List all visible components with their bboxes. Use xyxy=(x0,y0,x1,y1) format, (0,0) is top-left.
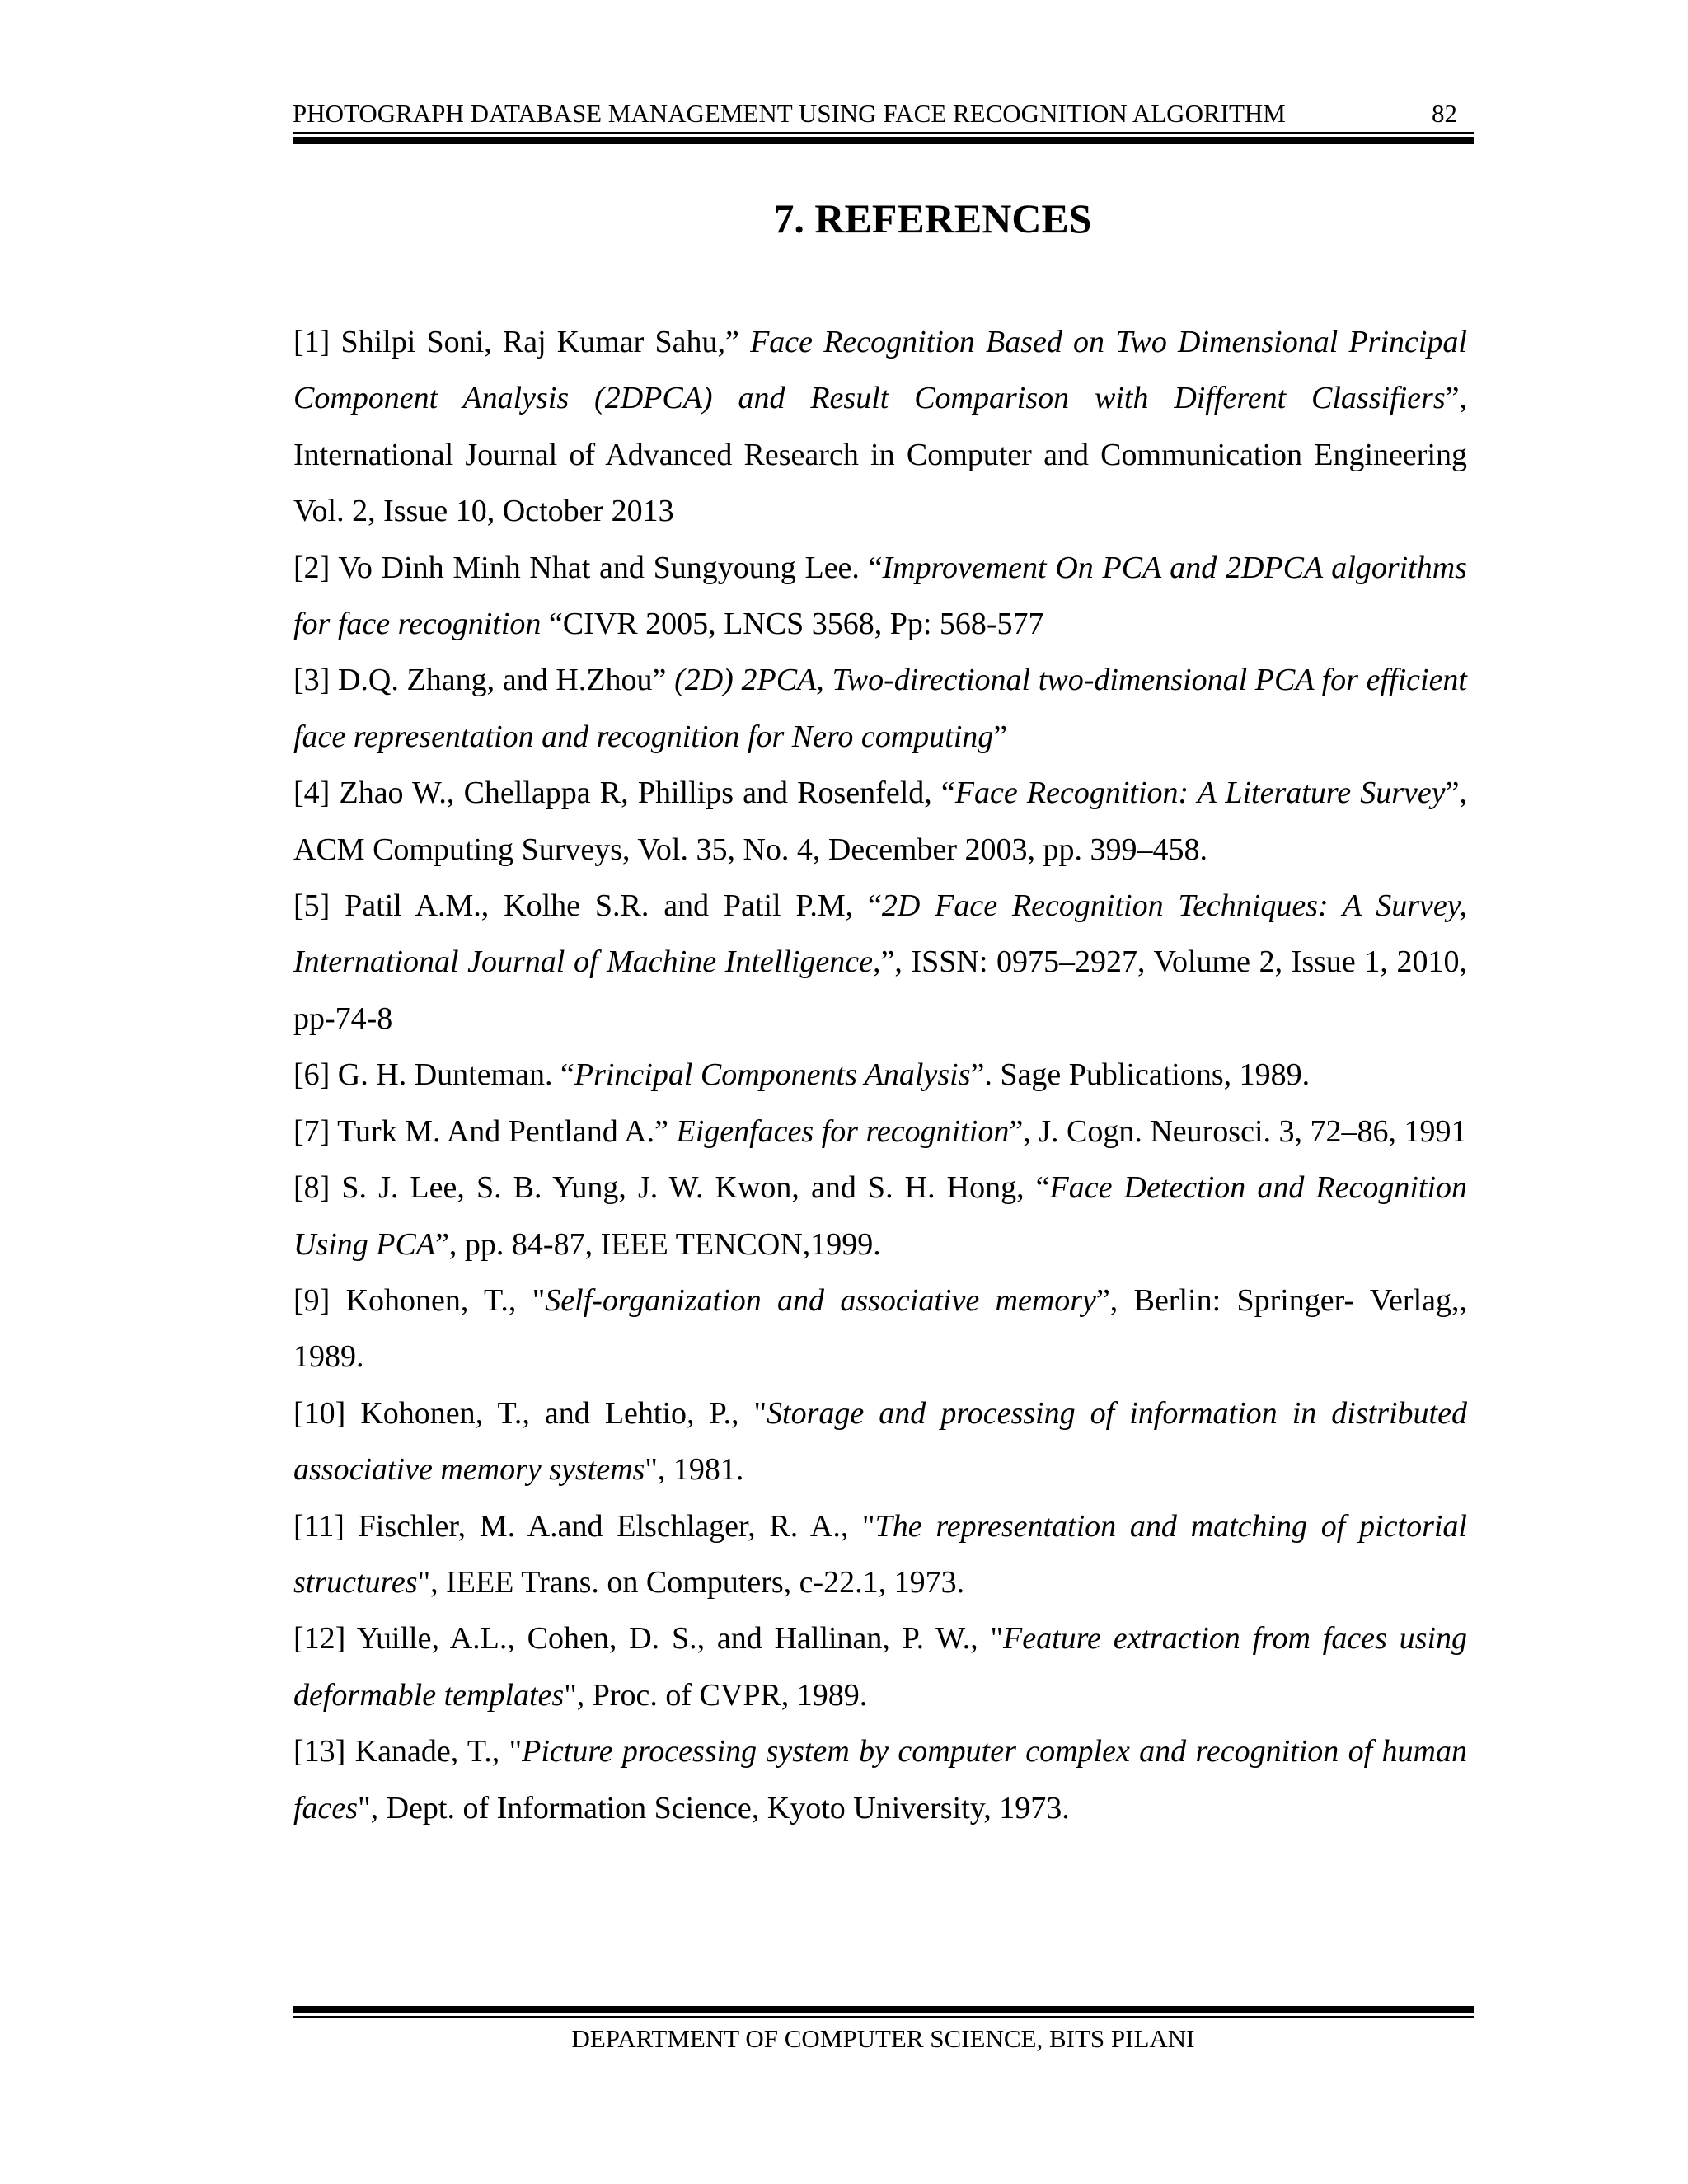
reference-text: “CIVR 2005, LNCS 3568, Pp: 568-577 xyxy=(541,607,1044,642)
footer-rule-thin xyxy=(293,2016,1474,2018)
reference-text: ”, pp. 84-87, IEEE TENCON,1999. xyxy=(435,1226,881,1262)
running-header-title: PHOTOGRAPH DATABASE MANAGEMENT USING FACE RECOGNITION ALGORITHM xyxy=(293,99,1286,128)
reference-title: (2D) 2PCA, Two-directional two-dimensional PCA for efficient face representation and recognition for Nero computing xyxy=(293,663,1467,754)
reference-list xyxy=(293,314,1467,1836)
header-rule-thick xyxy=(293,137,1474,144)
reference-item-8 xyxy=(293,1160,1467,1272)
reference-item-3 xyxy=(293,652,1467,765)
reference-title: Feature extraction from faces using deformable templates xyxy=(293,1621,1467,1713)
reference-item-2 xyxy=(293,540,1467,653)
reference-text: ”, International Journal of Advanced Research in Computer and Communication Engineering Vol. 2, Issue 10, October 2013 xyxy=(293,381,1467,529)
reference-text: ” xyxy=(993,719,1008,754)
reference-title: Face Recognition: A Literature Survey xyxy=(954,776,1446,811)
reference-text: [11] Fischler, M. A.and Elschlager, R. A., " xyxy=(293,1508,875,1544)
reference-title: Principal Components Analysis xyxy=(574,1057,971,1093)
reference-text: [12] Yuille, A.L., Cohen, D. S., and Hallinan, P. W., " xyxy=(293,1621,1003,1657)
reference-title: 2D Face Recognition Techniques: A Survey, International Journal of Machine Intelligence, xyxy=(293,888,1467,980)
page-footer: DEPARTMENT OF COMPUTER SCIENCE, BITS PILANI xyxy=(571,2024,1195,2053)
reference-text: [9] Kohonen, T., " xyxy=(293,1282,546,1318)
reference-text: [2] Vo Dinh Minh Nhat and Sungyoung Lee. “ xyxy=(293,550,883,585)
reference-text: ”. Sage Publications, 1989. xyxy=(970,1057,1311,1093)
reference-text: ", 1981. xyxy=(645,1452,744,1488)
reference-item-9 xyxy=(293,1272,1467,1385)
reference-item-6 xyxy=(293,1047,1467,1103)
reference-item-10 xyxy=(293,1385,1467,1498)
reference-title: Improvement On PCA and 2DPCA algorithms for face recognition xyxy=(293,550,1467,642)
reference-title: Face Detection and Recognition Using PCA xyxy=(293,1170,1468,1262)
reference-item-11 xyxy=(293,1498,1467,1611)
reference-item-5 xyxy=(293,878,1467,1047)
reference-item-12 xyxy=(293,1610,1467,1723)
reference-text: [5] Patil A.M., Kolhe S.R. and Patil P.M, “ xyxy=(293,888,882,924)
reference-item-13 xyxy=(293,1723,1467,1836)
page-number: 82 xyxy=(1432,99,1457,128)
reference-title: Face Recognition Based on Two Dimensional Principal Component Analysis (2DPCA) and Result Comparison with Different Classifiers xyxy=(293,325,1467,416)
reference-text: [4] Zhao W., Chellappa R, Phillips and Rosenfeld, “ xyxy=(293,776,955,811)
reference-text: ”, ACM Computing Surveys, Vol. 35, No. 4, December 2003, pp. 399–458. xyxy=(293,776,1467,867)
header-rule-thin xyxy=(293,132,1474,134)
reference-text: [10] Kohonen, T., and Lehtio, P., " xyxy=(293,1395,767,1431)
running-header xyxy=(293,97,1467,130)
reference-title: Eigenfaces for recognition xyxy=(676,1113,1010,1149)
section-heading: 7. REFERENCES xyxy=(773,195,1092,241)
reference-text: [3] D.Q. Zhang, and H.Zhou” xyxy=(293,663,675,698)
reference-text: [8] S. J. Lee, S. B. Yung, J. W. Kwon, and S. H. Hong, “ xyxy=(293,1170,1050,1206)
reference-text: ”, Berlin: Springer- Verlag,, 1989. xyxy=(293,1282,1467,1375)
reference-title: Picture processing system by computer complex and recognition of human faces xyxy=(293,1734,1467,1825)
footer-rule-thick xyxy=(293,2006,1474,2013)
reference-text: [7] Turk M. And Pentland A.” xyxy=(293,1113,677,1149)
reference-text: ", Proc. of CVPR, 1989. xyxy=(564,1677,868,1713)
reference-text: ”, ISSN: 0975–2927, Volume 2, Issue 1, 2010, pp-74-8 xyxy=(293,944,1467,1036)
reference-text: [6] G. H. Dunteman. “ xyxy=(293,1057,574,1093)
reference-item-1 xyxy=(293,314,1467,540)
reference-text: ", IEEE Trans. on Computers, c-22.1, 1973. xyxy=(417,1564,965,1600)
reference-text: ", Dept. of Information Science, Kyoto University, 1973. xyxy=(358,1790,1070,1825)
reference-item-4 xyxy=(293,765,1467,878)
reference-title: Self-organization and associative memory xyxy=(545,1282,1096,1318)
reference-item-7 xyxy=(293,1104,1467,1160)
reference-title: The representation and matching of pictorial structures xyxy=(293,1508,1467,1600)
reference-title: Storage and processing of information in distributed associative memory systems xyxy=(293,1395,1467,1488)
reference-text: [13] Kanade, T., " xyxy=(293,1734,523,1769)
reference-text: [1] Shilpi Soni, Raj Kumar Sahu,” xyxy=(293,325,751,359)
reference-text: ”, J. Cogn. Neurosci. 3, 72–86, 1991 xyxy=(1009,1113,1467,1149)
